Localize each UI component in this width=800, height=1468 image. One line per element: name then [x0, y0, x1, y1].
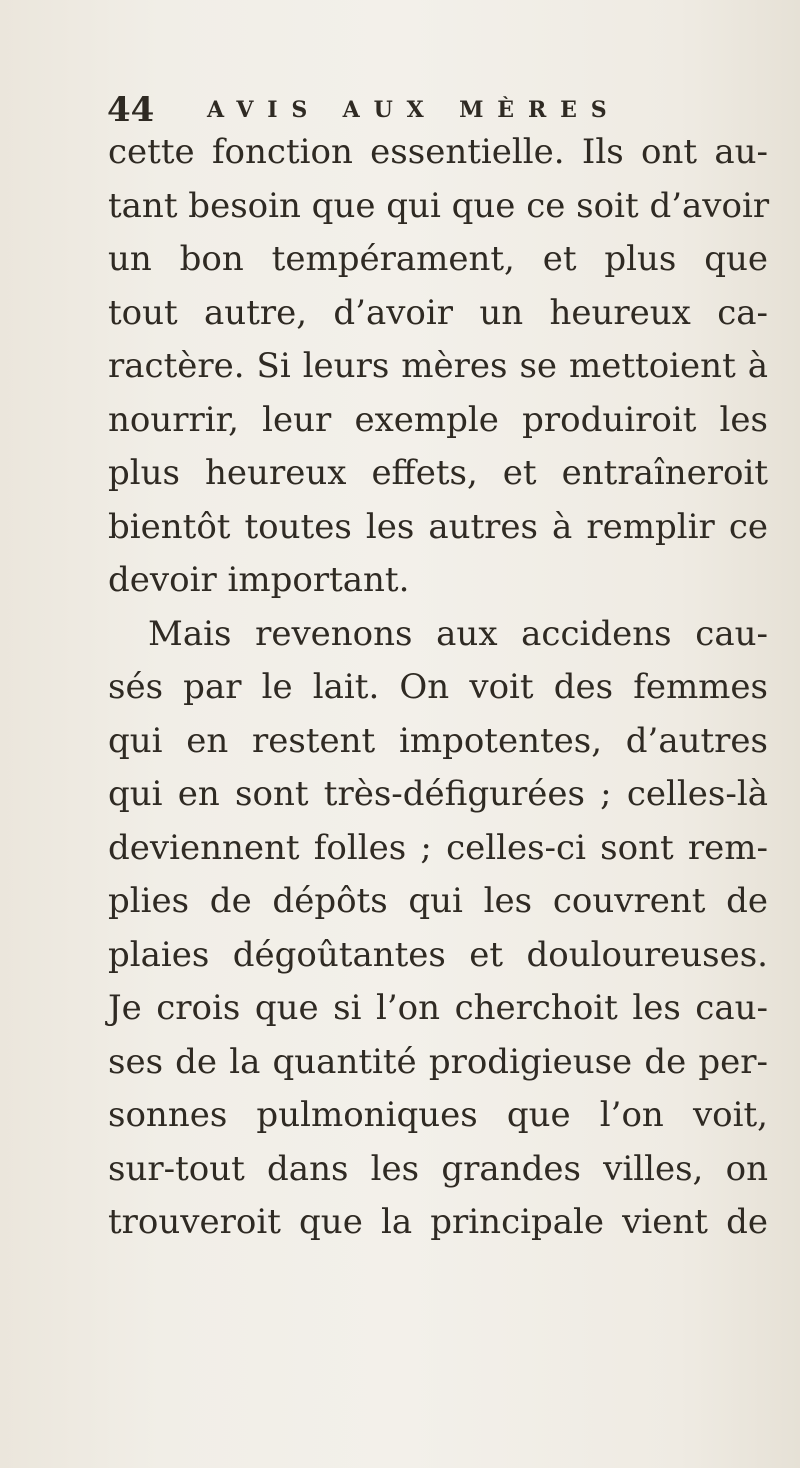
text-line: cette fonction essentielle. Ils ont au-	[108, 132, 768, 172]
page-header	[107, 90, 707, 130]
text-line: sonnes pulmoniques que l’on voit,	[108, 1095, 768, 1135]
text-line: trouveroit que la principale vient de	[108, 1202, 768, 1242]
text-line: qui en sont très-défigurées ; celles-là	[108, 774, 768, 814]
page-number: 44	[107, 90, 155, 130]
running-title: AVIS AUX MÈRES	[207, 97, 621, 123]
text-line: Je crois que si l’on cherchoit les cau-	[108, 988, 768, 1028]
text-line: sés par le lait. On voit des femmes	[108, 667, 768, 707]
text-line: ractère. Si leurs mères se mettoient à	[108, 346, 768, 386]
text-line: sur-tout dans les grandes villes, on	[108, 1148, 768, 1189]
text-line: devoir important.	[108, 560, 410, 600]
text-line: ses de la quantité prodigieuse de per-	[108, 1041, 768, 1082]
text-line: tout autre, d’avoir un heureux ca-	[108, 292, 768, 333]
text-line: deviennent folles ; celles-ci sont rem-	[108, 827, 768, 868]
text-line: tant besoin que qui que ce soit d’avoir	[108, 185, 770, 226]
text-line: bientôt toutes les autres à remplir ce	[108, 506, 768, 547]
text-line: plus heureux effets, et entraîneroit	[108, 453, 768, 493]
text-line: qui en restent impotentes, d’autres	[108, 720, 768, 761]
text-line: plaies dégoûtantes et douloureuses.	[108, 934, 768, 975]
text-line: nourrir, leur exemple produiroit les	[108, 399, 768, 440]
text-line: plies de dépôts qui les couvrent de	[108, 881, 768, 921]
body-text	[108, 126, 768, 1250]
text-line: Mais revenons aux accidens cau-	[148, 613, 768, 654]
text-line: un bon tempérament, et plus que	[108, 239, 768, 279]
